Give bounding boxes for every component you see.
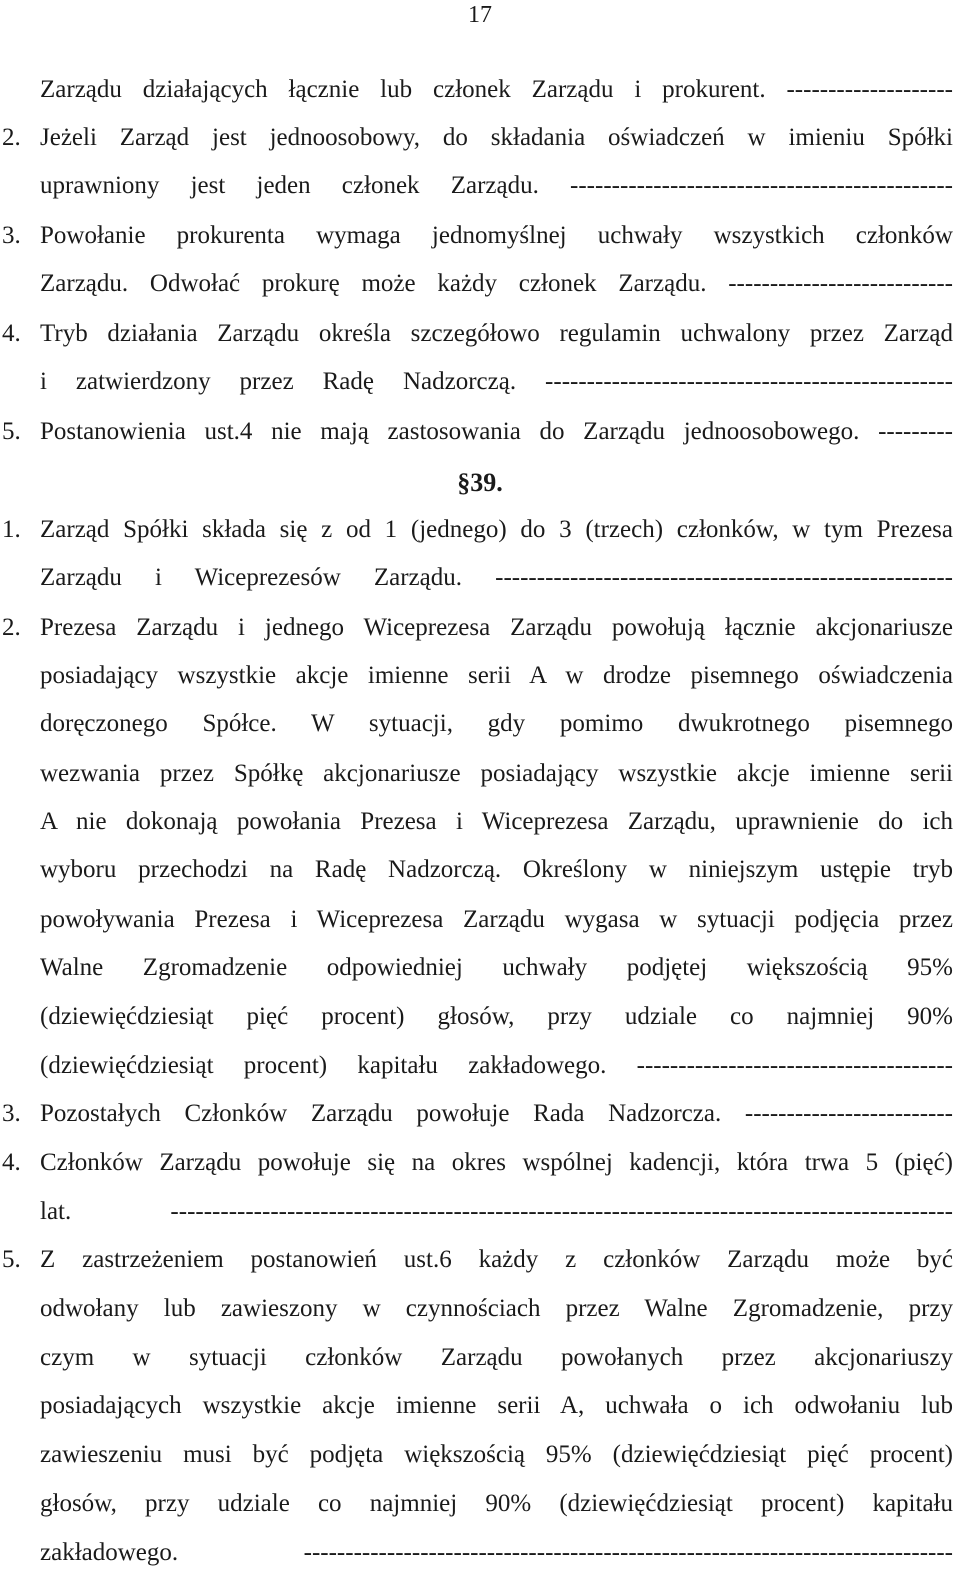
paragraph-line: wezwania przez Spółkę akcjonariusze posiadający wszystkie akcje imienne serii	[40, 760, 953, 787]
item-number: 1.	[2, 516, 21, 543]
paragraph-line: zakładowego. ------------------------------------------------------------------------------	[40, 1539, 953, 1566]
paragraph-line: A nie dokonają powołania Prezesa i Wiceprezesa Zarządu, uprawnienie do ich	[40, 808, 953, 835]
paragraph-line: Postanowienia ust.4 nie mają zastosowania do Zarządu jednoosobowego. ---------	[40, 418, 953, 445]
paragraph-line: Pozostałych Członków Zarządu powołuje Rada Nadzorcza. -------------------------	[40, 1100, 953, 1127]
paragraph-line: głosów, przy udziale co najmniej 90% (dziewięćdziesiąt procent) kapitału	[40, 1490, 953, 1517]
item-number: 3.	[2, 222, 21, 249]
item-number: 3.	[2, 1100, 21, 1127]
item-number: 2.	[2, 614, 21, 641]
paragraph-line: odwołany lub zawieszony w czynnościach przez Walne Zgromadzenie, przy	[40, 1295, 953, 1322]
paragraph-line: doręczonego Spółce. W sytuacji, gdy pomimo dwukrotnego pisemnego	[40, 710, 953, 737]
paragraph-line: Członków Zarządu powołuje się na okres wspólnej kadencji, która trwa 5 (pięć)	[40, 1149, 953, 1176]
section-heading: §39.	[457, 468, 503, 497]
paragraph-line: Z zastrzeżeniem postanowień ust.6 każdy z członków Zarządu może być	[40, 1246, 953, 1273]
item-number: 5.	[2, 418, 21, 445]
paragraph-line: (dziewięćdziesiąt procent) kapitału zakładowego. --------------------------------------	[40, 1052, 953, 1079]
paragraph-line: Zarządu i Wiceprezesów Zarządu. -------------------------------------------------------	[40, 564, 953, 591]
paragraph-line: Tryb działania Zarządu określa szczegółowo regulamin uchwalony przez Zarząd	[40, 320, 953, 347]
paragraph-line: posiadających wszystkie akcje imienne serii A, uchwała o ich odwołaniu lub	[40, 1392, 953, 1419]
item-number: 5.	[2, 1246, 21, 1273]
paragraph-line: Zarząd Spółki składa się z od 1 (jednego) do 3 (trzech) członków, w tym Prezesa	[40, 516, 953, 543]
item-number: 4.	[2, 320, 21, 347]
paragraph-line: Jeżeli Zarząd jest jednoosobowy, do składania oświadczeń w imieniu Spółki	[40, 124, 953, 151]
paragraph-line: czym w sytuacji członków Zarządu powołanych przez akcjonariuszy	[40, 1344, 953, 1371]
paragraph-line: wyboru przechodzi na Radę Nadzorczą. Określony w niniejszym ustępie tryb	[40, 856, 953, 883]
paragraph-line: lat. ----------------------------------------------------------------------------------------------	[40, 1198, 953, 1225]
paragraph-line: Prezesa Zarządu i jednego Wiceprezesa Zarządu powołują łącznie akcjonariusze	[40, 614, 953, 641]
paragraph-line: powoływania Prezesa i Wiceprezesa Zarządu wygasa w sytuacji podjęcia przez	[40, 906, 953, 933]
paragraph-line: zawieszeniu musi być podjęta większością 95% (dziewięćdziesiąt pięć procent)	[40, 1441, 953, 1468]
paragraph-line: Zarządu. Odwołać prokurę może każdy członek Zarządu. ---------------------------	[40, 270, 953, 297]
paragraph-line: Walne Zgromadzenie odpowiedniej uchwały podjętej większością 95%	[40, 954, 953, 981]
item-number: 4.	[2, 1149, 21, 1176]
paragraph-line: (dziewięćdziesiąt pięć procent) głosów, przy udziale co najmniej 90%	[40, 1003, 953, 1030]
paragraph-line: Powołanie prokurenta wymaga jednomyślnej uchwały wszystkich członków	[40, 222, 953, 249]
page-number: 17	[468, 2, 492, 28]
paragraph-line: uprawniony jest jeden członek Zarządu. ----------------------------------------------	[40, 172, 953, 199]
paragraph-line: i zatwierdzony przez Radę Nadzorczą. -------------------------------------------------	[40, 368, 953, 395]
paragraph-continuation-line: Zarządu działających łącznie lub członek Zarządu i prokurent. --------------------	[40, 76, 953, 103]
paragraph-line: posiadający wszystkie akcje imienne serii A w drodze pisemnego oświadczenia	[40, 662, 953, 689]
item-number: 2.	[2, 124, 21, 151]
